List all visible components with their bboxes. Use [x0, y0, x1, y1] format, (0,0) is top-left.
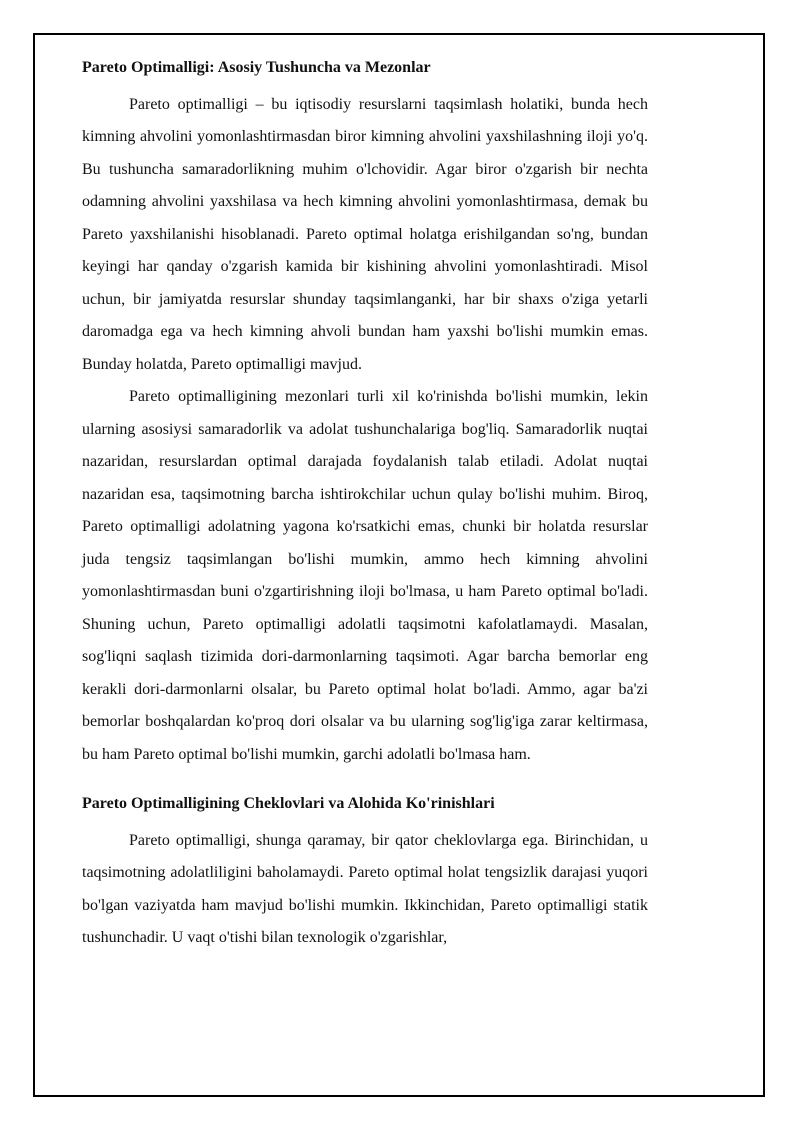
section-heading-basic-concept: Pareto Optimalligi: Asosiy Tushuncha va Mezonlar	[82, 59, 431, 76]
paragraph-limitations: Pareto optimalligi, shunga qaramay, bir qator cheklovlarga ega. Birinchidan, u taqsimotning adolatliligini baholamaydi. Pareto optimal holat tengsizlik darajasi yuqori bo'lgan vaziyatda ham mavjud bo'lishi mumkin. Ikkinchidan, Pareto optimalligi statik tushunchadir. U vaqt o'tishi bilan texnologik o'zgarishlar,	[82, 831, 648, 946]
document-body	[82, 52, 648, 955]
paragraph-criteria: Pareto optimalligining mezonlari turli xil ko'rinishda bo'lishi mumkin, lekin ularning asosiysi samaradorlik va adolat tushunchalariga bog'liq. Samaradorlik nuqtai nazaridan, resurslardan optimal darajada foydalanish talab etiladi. Adolat nuqtai nazaridan esa, taqsimotning barcha ishtirokchilar uchun qulay bo'lishi muhim. Biroq, Pareto optimalligi adolatning yagona ko'rsatkichi emas, chunki bir holatda resurslar juda tengsiz taqsimlangan bo'lishi mumkin, ammo hech kimning ahvolini yomonlashtirmasdan buni o'zgartirishning iloji bo'lmasa, u ham Pareto optimal bo'ladi. Shuning uchun, Pareto optimalligi adolatli taqsimotni kafolatlamaydi. Masalan, sog'liqni saqlash tizimida dori-darmonlarning taqsimoti. Agar barcha bemorlar eng kerakli dori-darmonlarni olsalar, bu Pareto optimal holat bo'ladi. Ammo, agar ba'zi bemorlar boshqalardan ko'proq dori olsalar va bu ularning sog'lig'iga zarar keltirmasa, bu ham Pareto optimal bo'lishi mumkin, garchi adolatli bo'lmasa ham.	[82, 388, 648, 763]
paragraph-definition: Pareto optimalligi – bu iqtisodiy resurslarni taqsimlash holatiki, bunda hech kimning ahvolini yomonlashtirmasdan biror kimning ahvolini yaxshilashning iloji yo'q. Bu tushuncha samaradorlikning muhim o'lchovidir. Agar biror o'zgarish bir nechta odamning ahvolini yaxshilasa va hech kimning ahvolini yomonlashtirmasa, demak bu Pareto yaxshilanishi hisoblanadi. Pareto optimal holatga erishilgandan so'ng, bundan keyingi har qanday o'zgarish kamida bir kishining ahvolini yomonlashtiradi. Misol uchun, bir jamiyatda resurslar shunday taqsimlanganki, har bir shaxs o'ziga yetarli daromadga ega va hech kimning ahvoli bundan ham yaxshi bo'lishi mumkin emas. Bunday holatda, Pareto optimalligi mavjud.	[82, 95, 648, 373]
section-heading-limitations: Pareto Optimalligining Cheklovlari va Alohida Ko'rinishlari	[82, 795, 495, 812]
